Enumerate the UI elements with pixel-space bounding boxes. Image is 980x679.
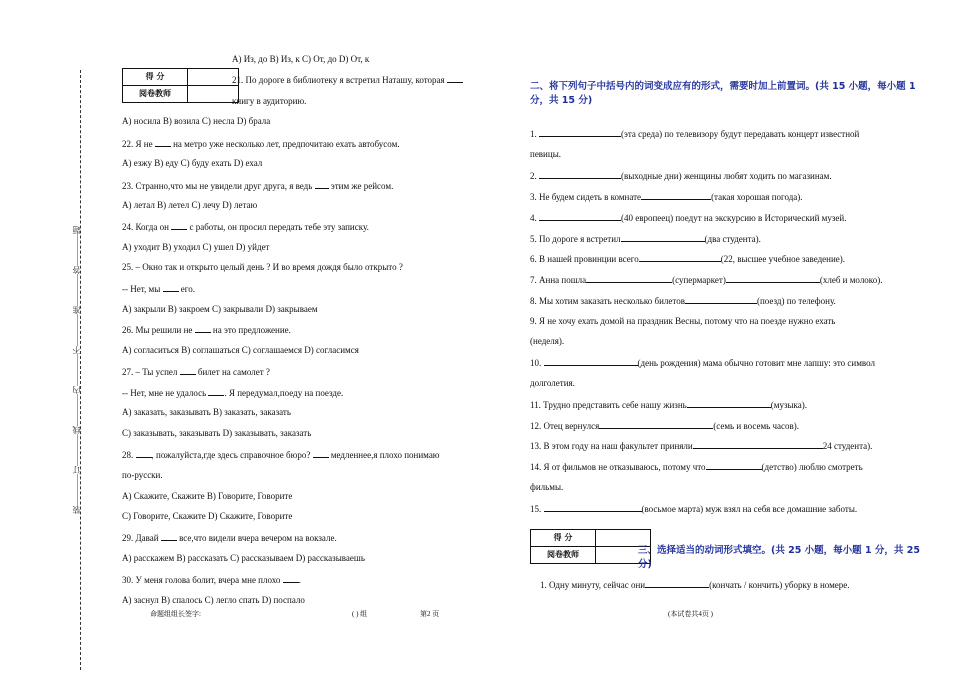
binding-strip <box>60 70 104 670</box>
item-15: 15. (восьмое марта) муж взял на себя все домашние заботы. <box>530 504 858 514</box>
item-1: 1. (эта среда) по телевизору будут передавать концерт известной <box>530 129 860 139</box>
item-8: 8. Мы хотим заказать несколько билетов (поезд) по телефону. <box>530 296 836 306</box>
footer-group: ( ) 组 <box>352 610 368 618</box>
answer-options-26: A) согласиться B) соглашаться C) соглашаемся D) согласимся <box>122 345 359 355</box>
item-14: 14. Я от фильмов не отказываюсь, потому что (детство) люблю смотреть <box>530 462 863 472</box>
question-30: 30. У меня голова болит, вчера мне плохо . <box>122 575 301 585</box>
score-box-left <box>122 68 239 103</box>
footer-page: 第2 页 <box>420 610 440 618</box>
question-23: 23. Странно,что мы не увидели друг друга, я ведь этим же рейсом. <box>122 181 394 191</box>
question-25-reply: -- Нет, мы его. <box>122 284 195 294</box>
answer-options-28b: C) Говорите, Скажите D) Скажите, Говорите <box>122 511 293 521</box>
grader-label: 阅卷教师 <box>531 547 596 564</box>
answer-options-23: A) летал B) летел C) лечу D) летаю <box>122 200 258 210</box>
answer-options-27b: C) заказывать, заказывать D) заказывать, заказать <box>122 428 312 438</box>
item-1-cont: певицы. <box>530 149 561 159</box>
item-13: 13. В этом году на наш факультет приняли 24 студента). <box>530 441 873 451</box>
item-10-cont: долголетия. <box>530 378 575 388</box>
answer-options-25: A) закрыли B) закроем C) закрывали D) закрываем <box>122 304 318 314</box>
score-cell <box>188 69 239 86</box>
item-4: 4. (40 европеец) поедут на экскурсию в Исторический музей. <box>530 213 847 223</box>
item-14-cont: фильмы. <box>530 482 564 492</box>
section-2-title: 二、将下列句子中括号内的词变成应有的形式，需要时加上前置词。(共 15 小题，每小题 1 分，共 15 分) <box>530 81 916 107</box>
question-27-reply: -- Нет, мне не удалось . Я передумал,поеду на поезде. <box>122 388 344 398</box>
section-3-title: 三、选择适当的动词形式填空。(共 25 小题，每小题 1 分，共 25 分) <box>638 545 920 571</box>
answer-options-27a: A) заказать, заказывать B) заказать, заказать <box>122 407 291 417</box>
footer-signer: 命题组组长签字: <box>150 610 201 618</box>
answer-options-21: A) носила B) возила C) несла D) брала <box>122 116 271 126</box>
score-box-right <box>530 529 651 564</box>
question-28: 28. , пожалуйста,где здесь справочное бюро? медленнее,я плохо понимаю <box>122 450 440 460</box>
question-22: 22. Я не на метро уже несколько лет, предпочитаю ехать автобусом. <box>122 139 400 149</box>
answer-options-24: A) уходит B) уходил C) ушел D) уйдет <box>122 242 270 252</box>
item-3-1: 1. Одну минуту, сейчас они (кончать / кончить) уборку в номере. <box>540 580 850 590</box>
question-25: 25. – Окно так и открыто целый день ? И во время дождя было открыто ? <box>122 262 403 272</box>
answer-options-22: A) езжу B) еду C) буду ехать D) ехал <box>122 158 263 168</box>
item-9: 9. Я не хочу ехать домой на праздник Весны, потому что на поезде нужно ехать <box>530 316 836 326</box>
item-11: 11. Трудно представить себе нашу жизнь (музыка). <box>530 400 808 410</box>
grader-cell <box>188 86 239 103</box>
answer-options-28a: A) Скажите, Скажите B) Говорите, Говорите <box>122 491 293 501</box>
grader-label: 阅卷教师 <box>123 86 188 103</box>
item-7: 7. Анна пошла (супермаркет) (хлеб и молоко). <box>530 275 883 285</box>
item-6: 6. В нашей провинции всего (22, высшее учебное заведение). <box>530 254 846 264</box>
footer-total: (本试卷共4页 ) <box>668 610 713 618</box>
item-2: 2. (выходные дни) женщины любят ходить по магазинам. <box>530 171 832 181</box>
item-9-cont: (неделя). <box>530 336 565 346</box>
answer-options-20: A) Из, до B) Из, к C) От, до D) От, к <box>232 54 370 64</box>
question-24: 24. Когда он с работы, он просил передать тебе эту записку. <box>122 222 369 232</box>
binding-text: 装————订————线————内————不————准————答————题 <box>72 226 81 514</box>
score-label: 得 分 <box>123 69 188 86</box>
item-5: 5. По дороге я встретил (два студента). <box>530 234 761 244</box>
item-3: 3. Не будем сидеть в комнате (такая хорошая погода). <box>530 192 803 202</box>
question-27: 27. – Ты успел билет на самолет ? <box>122 367 270 377</box>
item-12: 12. Отец вернулся (семь и восемь часов). <box>530 421 800 431</box>
answer-options-29: A) расскажем B) рассказать C) рассказываем D) рассказываешь <box>122 553 365 563</box>
item-10: 10. (день рождения) мама обычно готовит мне лапшу: это символ <box>530 358 875 368</box>
answer-options-30: A) заснул B) спалось C) легло спать D) поспало <box>122 595 305 605</box>
score-label: 得 分 <box>531 530 596 547</box>
question-29: 29. Давай все,что видели вчера вечером на вокзале. <box>122 533 337 543</box>
question-28-cont: по-русски. <box>122 470 163 480</box>
question-26: 26. Мы решили не на это предложение. <box>122 325 291 335</box>
question-21: 21. По дороге в библиотеку я встретил Наташу, которая <box>232 74 463 86</box>
question-21-cont: книгу в аудиторию. <box>232 96 307 106</box>
